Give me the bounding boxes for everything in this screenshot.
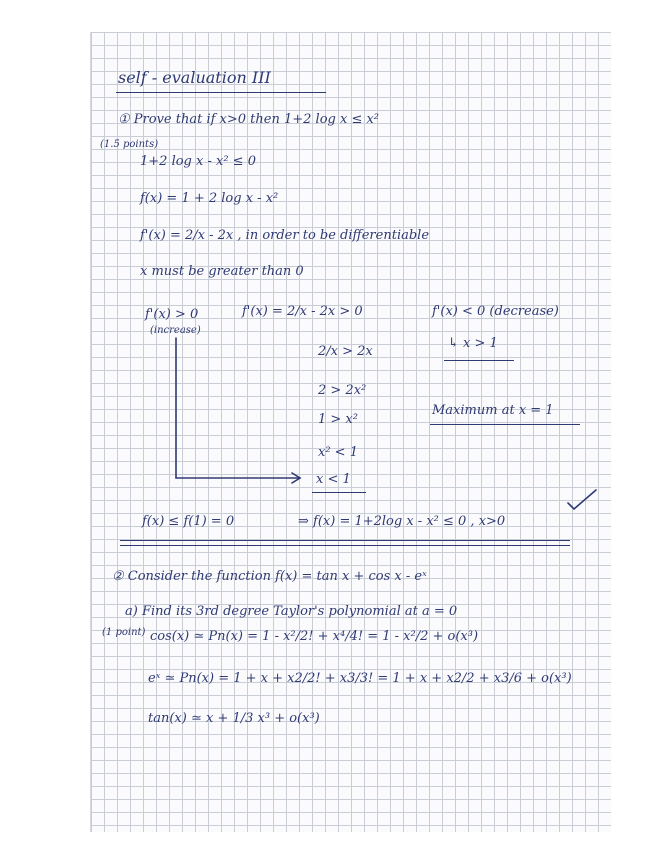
problem-1-points: (1.5 points): [100, 139, 159, 150]
x-result-underline: [312, 492, 366, 493]
step-domain-note: x must be greater than 0: [140, 264, 304, 279]
conclusion-left: f(x) ≤ f(1) = 0: [142, 514, 235, 529]
step-x-result: x < 1: [316, 472, 351, 487]
maximum-underline: [430, 424, 580, 425]
taylor-cos: cos(x) ≃ Pn(x) = 1 - x²/2! + x⁴/4! = 1 - x²/2 + o(x³): [150, 629, 479, 644]
step-two-compare: 2 > 2x²: [318, 383, 367, 398]
step-maximum: Maximum at x = 1: [432, 403, 554, 418]
conclusion-right: ⇒ f(x) = 1+2log x - x² ≤ 0 , x>0: [298, 514, 506, 529]
step-function: f(x) = 1 + 2 log x - x²: [140, 191, 279, 206]
decrease-result-underline: [444, 360, 514, 361]
step-increase-condition: f'(x) > 0: [145, 307, 199, 322]
step-one-compare: 1 > x²: [318, 412, 358, 427]
conclusion-underline-2: [120, 545, 570, 546]
conclusion-underline-1: [120, 540, 570, 541]
problem-1-statement: ① Prove that if x>0 then 1+2 log x ≤ x²: [118, 112, 380, 127]
step-increase-label: (increase): [150, 325, 201, 336]
problem-2-statement: ② Consider the function f(x) = tan x + cos x - eˣ: [112, 569, 427, 584]
taylor-exp: eˣ ≃ Pn(x) = 1 + x + x2/2! + x3/3! = 1 + x + x2/2 + x3/6 + o(x³): [148, 671, 572, 686]
page-title: self - evaluation III: [118, 68, 271, 87]
step-inequality: 1+2 log x - x² ≤ 0: [140, 154, 256, 169]
step-square-compare: x² < 1: [318, 445, 358, 460]
step-fraction-compare: 2/x > 2x: [318, 344, 373, 359]
problem-2a-statement: a) Find its 3rd degree Taylor's polynomial at a = 0: [125, 604, 458, 619]
problem-2a-points: (1 point): [102, 627, 146, 638]
title-underline: [116, 92, 326, 93]
taylor-tan: tan(x) ≃ x + 1/3 x³ + o(x³): [148, 711, 320, 726]
step-derivative: f'(x) = 2/x - 2x , in order to be differentiable: [140, 228, 430, 243]
step-derivative-positive: f'(x) = 2/x - 2x > 0: [242, 304, 363, 319]
step-decrease-result: ↳ x > 1: [448, 336, 498, 351]
step-decrease-condition: f'(x) < 0 (decrease): [432, 304, 559, 319]
